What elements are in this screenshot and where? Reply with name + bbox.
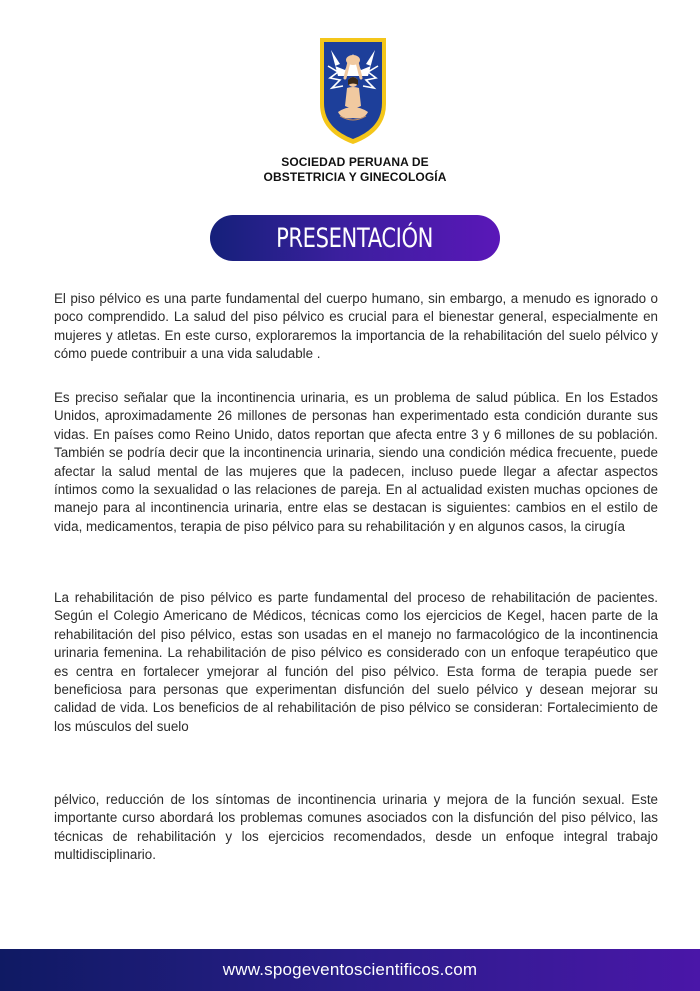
paragraph-text: Es preciso señalar que la incontinencia urinaria, es un problema de salud pública. En los Estados Unidos, aproximadamente 26 millones de personas han experimentado esta condición durante sus vidas. En países como Reino Unido, datos reportan que afecta entre 3 y 6 millones de su población. También se podría decir que la incontinencia urinaria, siendo una condición médica frecuente, puede afectar la salud mental de las mujeres que la padecen, incluso puede llegar a afectar aspectos íntimos como la sexualidad o las relaciones de pareja. En al actualidad existen muchas opciones de manejo para al incontinencia urinaria, entre elas se destacan is siguientes: cambios en el estilo de vida, medicamentos, terapia de piso pélvico para su rehabilitación y en algunos casos, la cirugía [54, 390, 658, 534]
paragraph-text: pélvico, reducción de los síntomas de incontinencia urinaria y mejora de la función sexual. Este importante curso abordará los problemas comunes asociados con la disfunción del piso pélvico, las técnicas de rehabilitación y los ejercicios recomendados, desde un enfoque integral trabajo multidisciplinario. [54, 792, 658, 863]
footer-bar [0, 949, 700, 991]
paragraph-2 [54, 389, 658, 536]
page-title: PRESENTACIÓN [276, 222, 434, 254]
paragraph-1 [54, 290, 658, 364]
paragraph-3 [54, 589, 658, 736]
spog-logo [318, 36, 388, 146]
organization-name-line2: OBSTETRICIA Y GINECOLOGÍA [263, 170, 447, 184]
paragraph-4 [54, 791, 658, 865]
shield-emblem-icon [318, 36, 388, 146]
website-link[interactable]: www.spogeventoscientificos.com [222, 960, 478, 979]
organization-name [200, 155, 510, 185]
organization-name-line1: SOCIEDAD PERUANA DE [281, 155, 429, 169]
paragraph-text: El piso pélvico es una parte fundamental del cuerpo humano, sin embargo, a menudo es ignorado o poco comprendido. La salud del piso pélvico es crucial para el bienestar general, especialmente en mujeres y atletas. En este curso, exploraremos la importancia de la rehabilitación del suelo pélvico y cómo puede contribuir a una vida saludable . [54, 291, 658, 362]
section-title-banner [210, 215, 500, 261]
paragraph-text: La rehabilitación de piso pélvico es parte fundamental del proceso de rehabilitación de pacientes. Según el Colegio Americano de Médicos, técnicas como los ejercicios de Kegel, hacen parte de la rehabilitación del piso pélvico, estas son usadas en el manejo no farmacológico de la incontinencia urinaria femenina. La rehabilitación de piso pélvico es considerado con un enfoque terapéutico que es centra en fortalecer ymejorar al función del piso pélvico. Esta forma de terapia puede ser beneficiosa para personas que experimentan disfunción del suelo pélvico y desean mejorar su calidad de vida. Los beneficios de al rehabilitación de piso pélvico se consideran: Fortalecimiento de los músculos del suelo [54, 590, 658, 734]
